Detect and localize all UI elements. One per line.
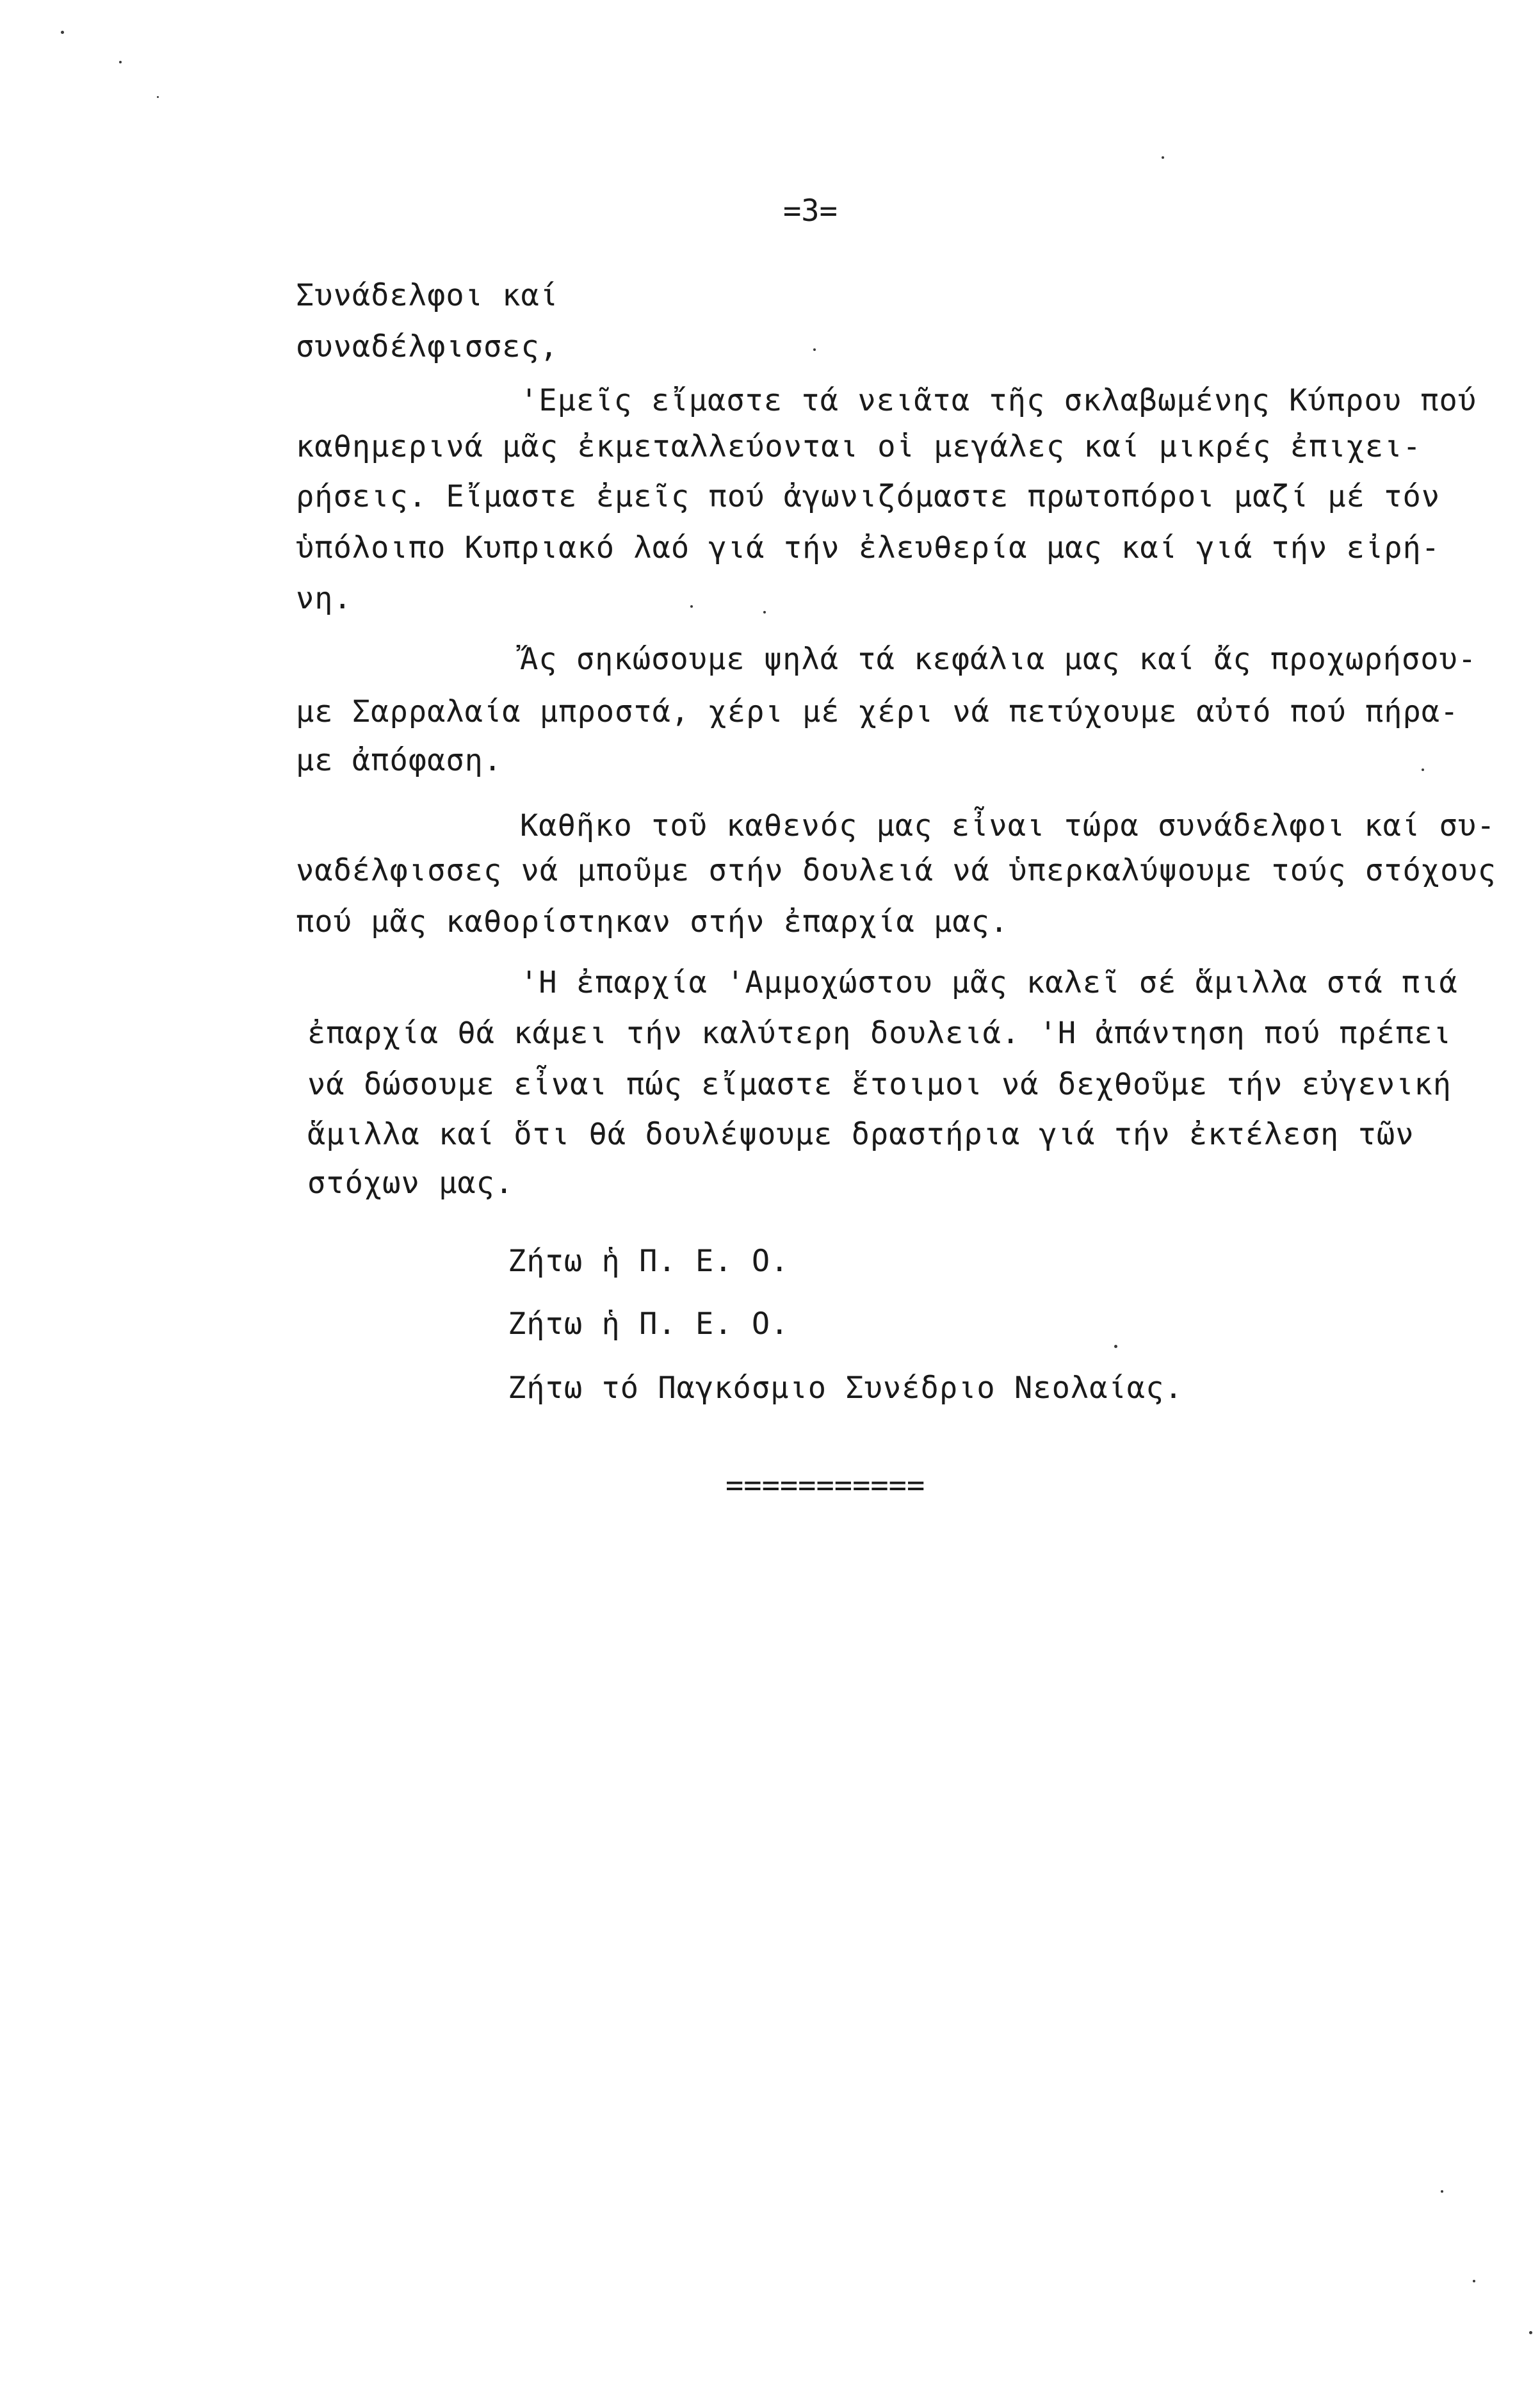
paragraph-line: νη. bbox=[296, 581, 352, 616]
paragraph-line: ναδέλφισσες νά μποῦμε στήν δουλειά νά ὑπερκαλύψουμε τούς στόχους bbox=[296, 853, 1496, 888]
page-number: =3= bbox=[783, 193, 838, 229]
scan-speck bbox=[1422, 768, 1424, 771]
paragraph-line: νά δώσουμε εἶναι πώς εἴμαστε ἕτοιμοι νά δεχθοῦμε τήν εὐγενική bbox=[307, 1067, 1452, 1102]
scan-speck bbox=[1473, 2280, 1475, 2282]
paragraph-line: ρήσεις. Εἴμαστε ἐμεῖς πού ἀγωνιζόμαστε πρωτοπόροι μαζί μέ τόν bbox=[296, 479, 1441, 514]
paragraph-line: Καθῆκο τοῦ καθενός μας εἶναι τώρα συνάδελφοι καί συ- bbox=[520, 808, 1496, 843]
scan-speck bbox=[157, 96, 159, 98]
paragraph-line: ὑπόλοιπο Κυπριακό λαό γιά τήν ἐλευθερία μας καί γιά τήν εἰρή- bbox=[296, 530, 1441, 565]
slogan-line: Ζήτω ἡ Π. Ε. Ο. bbox=[508, 1244, 790, 1279]
paragraph-line: ἅμιλλα καί ὅτι θά δουλέψουμε δραστήρια γιά τήν ἐκτέλεση τῶν bbox=[307, 1117, 1414, 1152]
scan-speck bbox=[1162, 156, 1164, 159]
scan-speck bbox=[763, 611, 766, 614]
paragraph-line: με ἀπόφαση. bbox=[296, 743, 503, 778]
scan-speck bbox=[1114, 1345, 1117, 1348]
scan-speck bbox=[1441, 2190, 1443, 2193]
paragraph-line: στόχων μας. bbox=[307, 1166, 514, 1201]
paragraph-line: 'Η ἐπαρχία 'Αμμοχώστου μᾶς καλεῖ σέ ἅμιλλα στά πιά bbox=[520, 965, 1458, 1000]
slogan-line: Ζήτω ἡ Π. Ε. Ο. bbox=[508, 1306, 790, 1342]
paragraph-line: ἐπαρχία θά κάμει τήν καλύτερη δουλειά. 'Η ἀπάντηση πού πρέπει bbox=[307, 1016, 1452, 1051]
salutation-line: Συνάδελφοι καί bbox=[296, 278, 559, 313]
scan-speck bbox=[1529, 2331, 1532, 2334]
slogan-line: Ζήτω τό Παγκόσμιο Συνέδριο Νεολαίας. bbox=[508, 1370, 1183, 1406]
scan-speck bbox=[61, 31, 64, 34]
paragraph-line: καθημερινά μᾶς ἐκμεταλλεύονται οἱ μεγάλες καί μικρές ἐπιχει- bbox=[296, 429, 1422, 464]
closing-rule: =========== bbox=[725, 1468, 925, 1503]
paragraph-line: πού μᾶς καθορίστηκαν στήν ἐπαρχία μας. bbox=[296, 904, 1009, 939]
paragraph-line: με Σαρραλαία μπροστά, χέρι μέ χέρι νά πετύχουμε αὐτό πού πήρα- bbox=[296, 694, 1459, 729]
scan-speck bbox=[813, 348, 816, 351]
paragraph-line: Ἄς σηκώσουμε ψηλά τά κεφάλια μας καί ἄς προχωρήσου- bbox=[520, 642, 1477, 677]
paragraph-line: 'Εμεῖς εἴμαστε τά νειᾶτα τῆς σκλαβωμένης Κύπρου πού bbox=[520, 383, 1477, 418]
salutation-line: συναδέλφισσες, bbox=[296, 329, 559, 364]
scan-speck bbox=[119, 61, 122, 63]
scan-speck bbox=[690, 605, 693, 608]
